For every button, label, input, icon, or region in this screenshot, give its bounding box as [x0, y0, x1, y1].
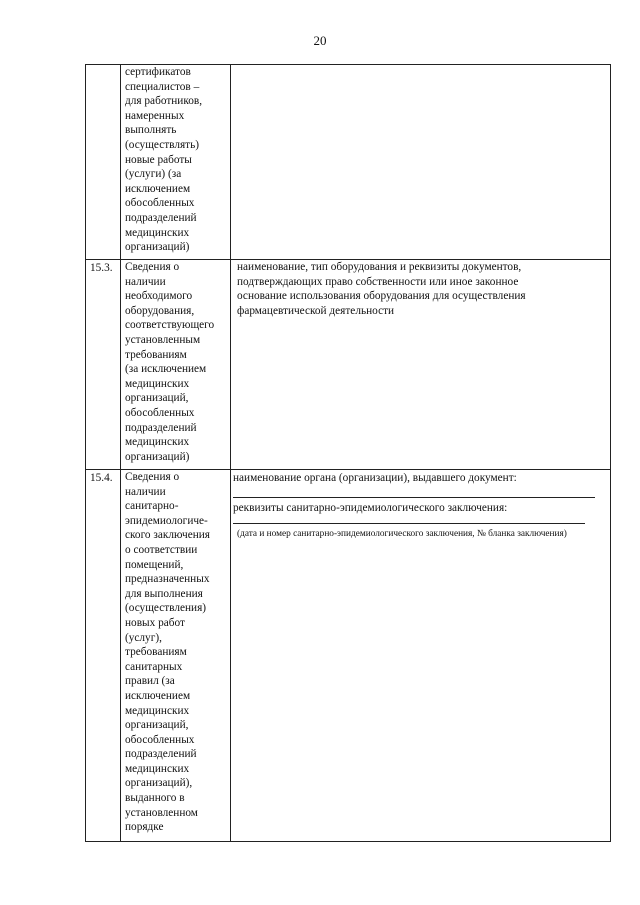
name-line: правил (за: [125, 675, 175, 688]
name-line: санитарных: [125, 660, 183, 673]
name-line: эпидемиологиче-: [125, 514, 208, 527]
name-line: Сведения о: [125, 261, 180, 273]
name-line: выполнять: [125, 124, 177, 137]
name-line: о соответствии: [125, 543, 198, 556]
name-line: организаций),: [125, 777, 193, 790]
name-line: (за исключением: [125, 363, 207, 376]
table-row: [86, 470, 611, 842]
name-line: санитарно-: [125, 500, 179, 513]
name-line: исключением: [125, 182, 191, 195]
name-line: необходимого: [125, 290, 193, 303]
name-line: для выполнения: [125, 587, 203, 600]
name-line: организаций): [125, 450, 190, 463]
row-number-cell: 15.4.: [86, 470, 121, 842]
issuing-organ-field: [233, 470, 595, 498]
name-line: выданного в: [125, 792, 185, 805]
row-name-cell: [121, 470, 231, 842]
name-line: оборудования,: [125, 304, 195, 317]
name-line: медицинских: [125, 762, 190, 775]
name-line: подразделений: [125, 748, 197, 761]
name-line: специалистов –: [125, 80, 200, 93]
name-line: помещений,: [125, 558, 184, 571]
name-line: медицинских: [125, 377, 190, 390]
name-line: установленном: [125, 806, 198, 819]
name-line: предназначенных: [125, 573, 210, 586]
name-line: организаций,: [125, 719, 189, 732]
name-line: обособленных: [125, 733, 195, 746]
name-line: организаций,: [125, 392, 189, 405]
name-line: (услуг),: [125, 631, 162, 644]
name-line: ского заключения: [125, 529, 210, 542]
value-line: основание использования оборудования для осуществления: [237, 290, 526, 303]
requirements-table: [85, 64, 611, 842]
name-line: обособленных: [125, 406, 195, 419]
name-line: установленным: [125, 333, 201, 346]
name-line: новых работ: [125, 616, 185, 629]
table-row: [86, 260, 611, 470]
page-number: 20: [313, 33, 327, 48]
field-caption: (дата и номер санитарно-эпидемиологического заключения, № бланка заключения): [237, 529, 567, 539]
row-name-cell: [121, 65, 231, 260]
value-line: наименование, тип оборудования и реквизиты документов,: [237, 261, 522, 273]
row-value-cell: [231, 260, 611, 470]
name-line: порядке: [125, 821, 164, 834]
name-line: соответствующего: [125, 319, 215, 332]
row-number-cell: [86, 65, 121, 260]
name-line: наличии: [125, 485, 166, 498]
name-line: новые работы: [125, 153, 192, 166]
name-line: обособленных: [125, 197, 195, 210]
row-value-cell: [231, 65, 611, 260]
name-line: наличии: [125, 275, 166, 288]
name-line: Сведения о: [125, 471, 180, 483]
conclusion-requisites-label: реквизиты санитарно-эпидемиологического заключения:: [233, 502, 508, 514]
row-number-cell: 15.3.: [86, 260, 121, 470]
name-line: подразделений: [125, 211, 197, 224]
name-line: медицинских: [125, 226, 190, 239]
name-line: сертификатов: [125, 66, 191, 78]
conclusion-requisites-field: [233, 498, 585, 524]
name-line: для работников,: [125, 95, 203, 108]
name-line: (услуги) (за: [125, 168, 182, 181]
name-line: требованиям: [125, 646, 187, 659]
table-row: [86, 65, 611, 260]
name-line: медицинских: [125, 704, 190, 717]
issuing-organ-label: наименование органа (организации), выдавшего документ:: [233, 472, 517, 484]
name-line: (осуществления): [125, 602, 207, 615]
name-line: требованиям: [125, 348, 187, 361]
name-line: организаций): [125, 241, 190, 254]
name-line: намеренных: [125, 109, 185, 122]
row-value-cell: [231, 470, 611, 842]
name-line: исключением: [125, 689, 191, 702]
value-line: фармацевтической деятельности: [237, 304, 395, 317]
name-line: медицинских: [125, 436, 190, 449]
name-line: подразделений: [125, 421, 197, 434]
name-line: (осуществлять): [125, 138, 200, 151]
row-name-cell: [121, 260, 231, 470]
value-line: подтверждающих право собственности или иное законное: [237, 275, 519, 288]
